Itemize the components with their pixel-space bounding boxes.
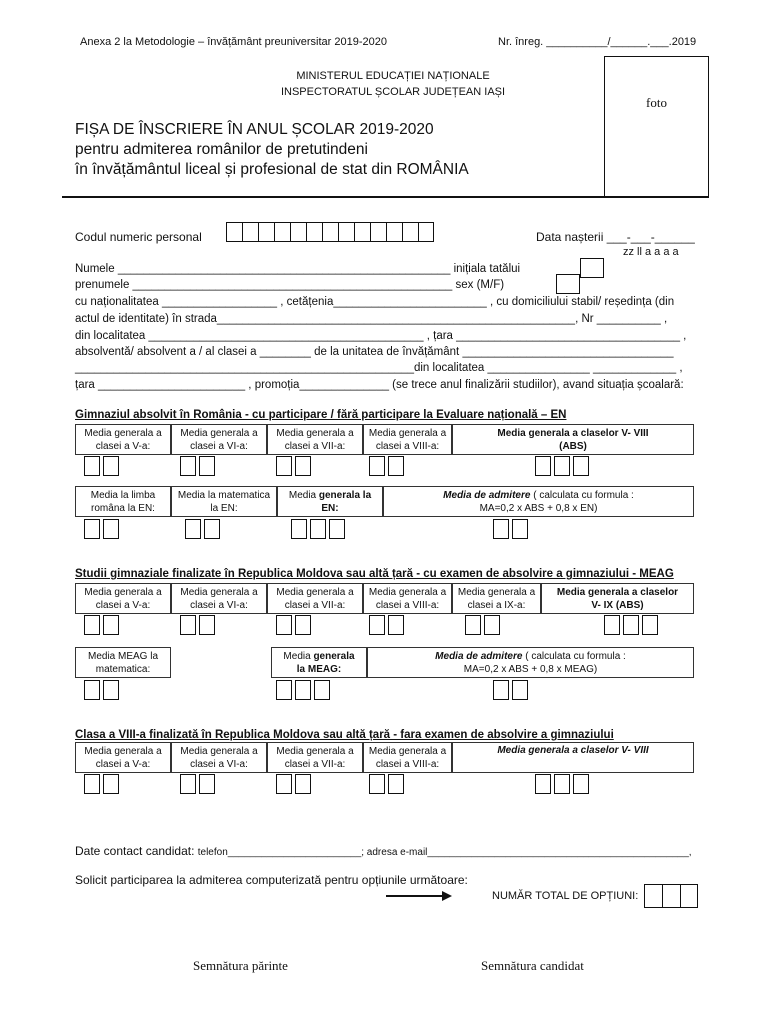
signature-candidate[interactable]: Semnătura candidat xyxy=(481,958,584,973)
s3-header-vi: Media generala a clasei a VI-a: xyxy=(171,742,267,773)
s1-boxes-abs[interactable] xyxy=(535,456,592,476)
section3-title: Clasa a VIII-a finalizată în Republica Moldova sau altă țară - fara examen de absolvire a gimnaziului xyxy=(75,729,614,741)
s2-header-vii: Media generala a clasei a VII-a: xyxy=(267,583,363,614)
s1-header-en-romanian: Media la limba româna la EN: xyxy=(75,486,171,517)
s2-boxes-admission[interactable] xyxy=(493,680,531,700)
s3-boxes-vii[interactable] xyxy=(276,774,314,794)
arrow-right-icon xyxy=(386,890,452,902)
s2-boxes-v[interactable] xyxy=(84,615,122,635)
signature-parent[interactable]: Semnătura părinte xyxy=(193,958,288,973)
dob-format: zz ll a a a a xyxy=(623,246,679,258)
s1-header-vii: Media generala a clasei a VII-a: xyxy=(267,424,363,455)
s3-header-abs: Media generala a claselor V- VIII xyxy=(452,742,694,773)
s1-header-v: Media generala a clasei a V-a: xyxy=(75,424,171,455)
options-request: Solicit participarea la admiterea computerizată pentru opțiunile următoare: xyxy=(75,873,468,887)
s1-boxes-admission[interactable] xyxy=(493,519,531,539)
s1-boxes-en-general[interactable] xyxy=(291,519,348,539)
s1-header-viii: Media generala a clasei a VIII-a: xyxy=(363,424,452,455)
inspectorate-name: INSPECTORATUL ȘCOLAR JUDEȚEAN IAȘI xyxy=(280,86,506,98)
title-divider xyxy=(62,196,708,198)
form-title: FIȘA DE ÎNSCRIERE ÎN ANUL ȘCOLAR 2019-2020 xyxy=(75,121,434,138)
cnp-label: Codul numeric personal xyxy=(75,230,202,244)
options-total-boxes[interactable] xyxy=(644,884,698,908)
s3-boxes-viii[interactable] xyxy=(369,774,407,794)
s2-boxes-vii[interactable] xyxy=(276,615,314,635)
s2-boxes-abs[interactable] xyxy=(604,615,661,635)
father-initial-box[interactable] xyxy=(580,258,604,278)
locality-line[interactable]: din localitatea ___________________________________________ , țara ___________________________________ , xyxy=(75,330,687,342)
s2-header-ix: Media generala a clasei a IX-a: xyxy=(452,583,541,614)
s3-boxes-v[interactable] xyxy=(84,774,122,794)
s3-header-v: Media generala a clasei a V-a: xyxy=(75,742,171,773)
s1-header-en-math: Media la matematica la EN: xyxy=(171,486,277,517)
s3-boxes-vi[interactable] xyxy=(180,774,218,794)
s2-header-abs: Media generala a claselor V- IX (ABS) xyxy=(541,583,694,614)
form-subtitle-2: în învățământul liceal și profesional de stat din ROMÂNIA xyxy=(75,161,469,178)
country-line[interactable]: țara _______________________ , promoția______________ (se trece anul finalizării studiilor), avand situația școalară: xyxy=(75,379,684,391)
s1-boxes-v[interactable] xyxy=(84,456,122,476)
s2-header-vi: Media generala a clasei a VI-a: xyxy=(171,583,267,614)
s1-boxes-en-math[interactable] xyxy=(185,519,223,539)
s1-header-vi: Media generala a clasei a VI-a: xyxy=(171,424,267,455)
graduation-line[interactable]: absolventă/ absolvent a / al clasei a ________ de la unitatea de învățământ _________________________________ xyxy=(75,346,674,358)
contact-line[interactable]: Date contact candidat: telefon________________________; adresa e-mail_______________________________________________, xyxy=(75,844,692,858)
name-line[interactable]: Numele ____________________________________________________ inițiala tatălui xyxy=(75,263,521,275)
s2-boxes-meag-general[interactable] xyxy=(276,680,333,700)
sex-box[interactable] xyxy=(556,274,580,294)
section1-title: Gimnaziul absolvit în România - cu participare / fără participare la Evaluare națională – EN xyxy=(75,409,567,421)
options-total-label: NUMĂR TOTAL DE OPȚIUNI: xyxy=(492,890,639,902)
s1-header-en-general: Media generala la EN: xyxy=(277,486,383,517)
form-subtitle: pentru admiterea românilor de pretutindeni xyxy=(75,141,368,158)
s1-boxes-vi[interactable] xyxy=(180,456,218,476)
first-name-line[interactable]: prenumele __________________________________________________ sex (M/F) xyxy=(75,279,505,291)
s1-boxes-viii[interactable] xyxy=(369,456,407,476)
s2-boxes-viii[interactable] xyxy=(369,615,407,635)
annex-label: Anexa 2 la Metodologie – învățământ preuniversitar 2019-2020 xyxy=(80,36,387,48)
registration-number[interactable]: Nr. înreg. __________/______.___.2019 xyxy=(498,36,697,48)
section2-title: Studii gimnaziale finalizate în Republica Moldova sau altă țară - cu examen de absolvire a gimnaziului - MEAG xyxy=(75,568,674,580)
s1-header-abs: Media generala a claselor V- VIII (ABS) xyxy=(452,424,694,455)
s1-boxes-en-romanian[interactable] xyxy=(84,519,122,539)
s3-header-viii: Media generala a clasei a VIII-a: xyxy=(363,742,452,773)
photo-label: foto xyxy=(646,95,667,110)
photo-box[interactable] xyxy=(604,56,709,198)
s2-header-meag-math: Media MEAG la matematica: xyxy=(75,647,171,678)
s2-boxes-ix[interactable] xyxy=(465,615,503,635)
s3-header-vii: Media generala a clasei a VII-a: xyxy=(267,742,363,773)
street-line[interactable]: actul de identitate) în strada________________________________________________________, Nr __________ , xyxy=(75,313,668,325)
s2-boxes-vi[interactable] xyxy=(180,615,218,635)
s3-boxes-abs[interactable] xyxy=(535,774,592,794)
cnp-boxes[interactable] xyxy=(226,222,434,242)
s2-header-viii: Media generala a clasei a VIII-a: xyxy=(363,583,452,614)
s1-header-admission: Media de admitere ( calculata cu formula : MA=0,2 x ABS + 0,8 x EN) xyxy=(383,486,694,517)
s2-header-meag-general: Media generala la MEAG: xyxy=(271,647,367,678)
nationality-line[interactable]: cu naționalitatea __________________ , cetățenia________________________ , cu domiciliului stabil/ reședința (din xyxy=(75,296,675,308)
s2-boxes-meag-math[interactable] xyxy=(84,680,122,700)
dob-field[interactable]: Data nașterii ___-___-______ xyxy=(536,230,695,244)
locality-line-2[interactable]: _____________________________________________________din localitatea ________________ _____________ , xyxy=(75,362,683,374)
s2-header-admission: Media de admitere ( calculata cu formula : MA=0,2 x ABS + 0,8 x MEAG) xyxy=(367,647,694,678)
ministry-name: MINISTERUL EDUCAȚIEI NAȚIONALE xyxy=(296,70,490,82)
s1-boxes-vii[interactable] xyxy=(276,456,314,476)
s2-header-v: Media generala a clasei a V-a: xyxy=(75,583,171,614)
